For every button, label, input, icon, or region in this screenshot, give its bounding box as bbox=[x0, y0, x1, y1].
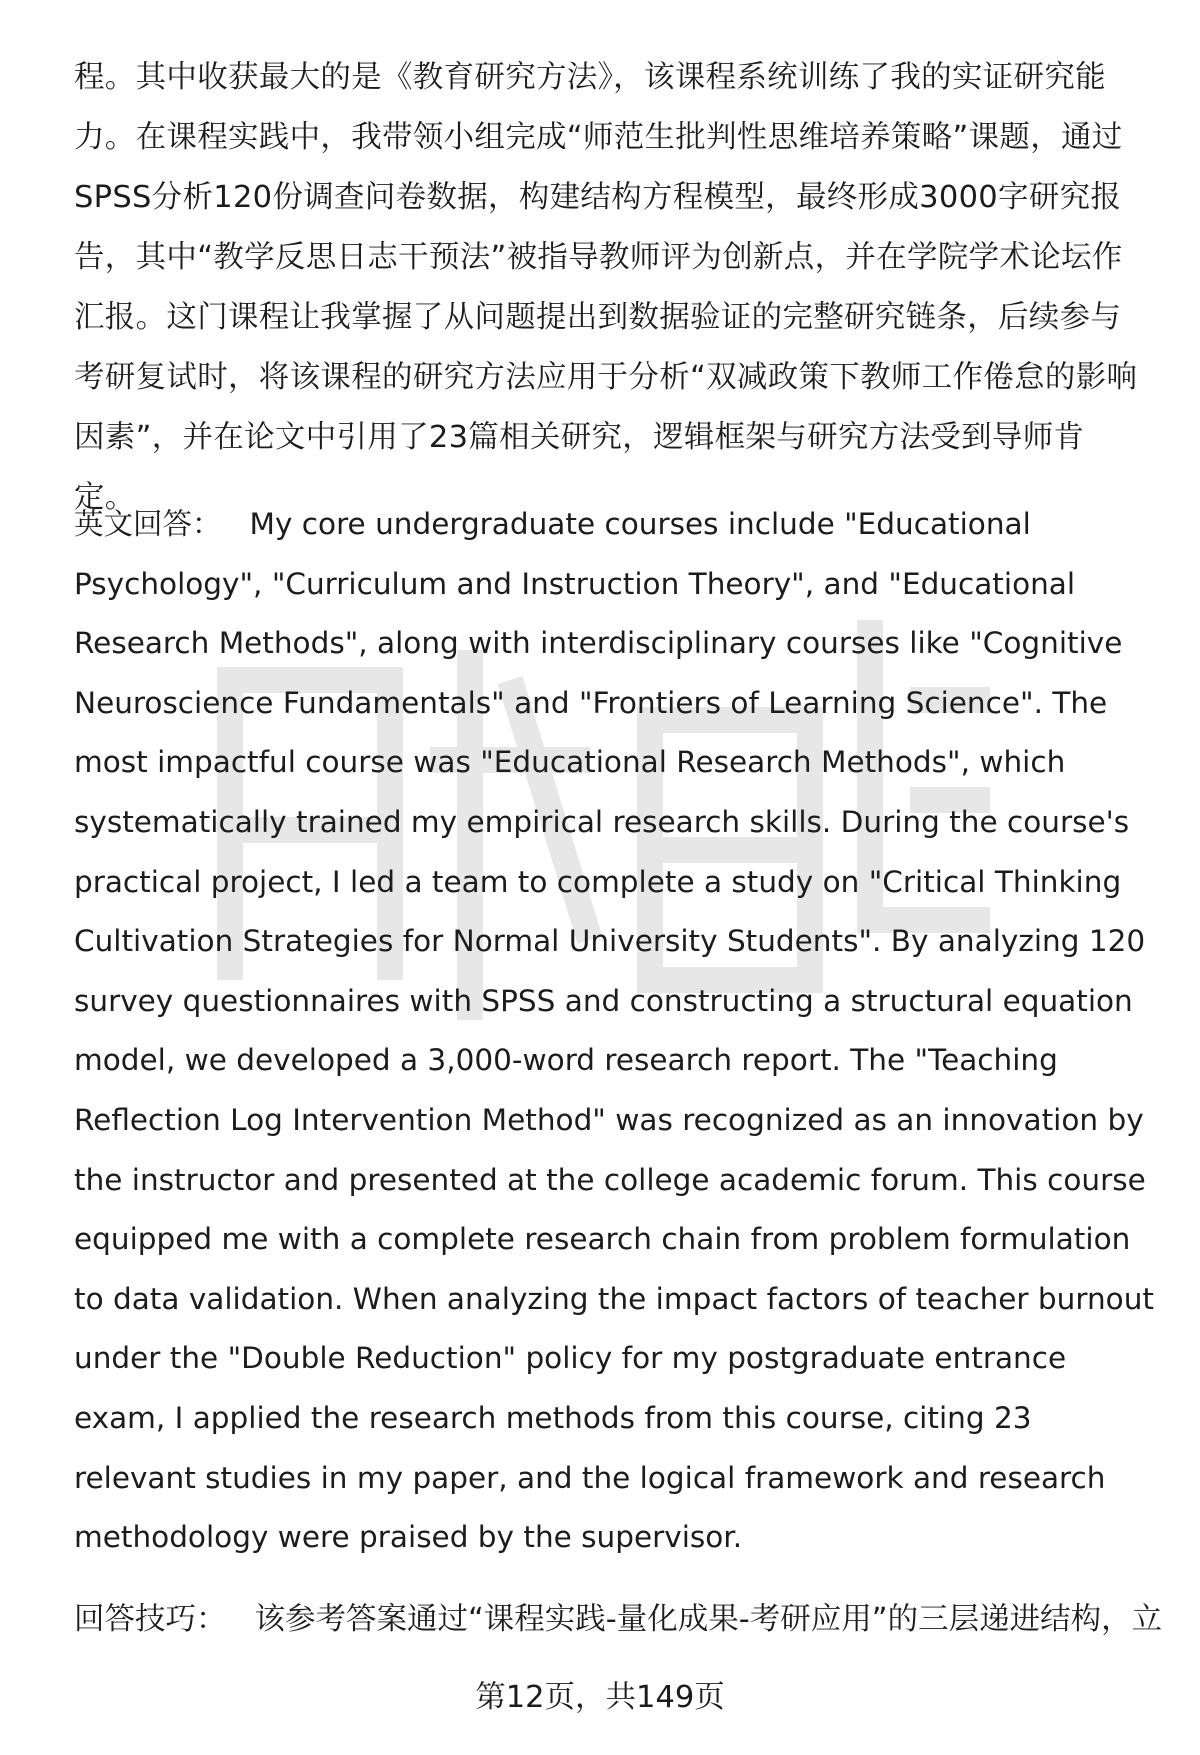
english-answer-label: 英文回答： bbox=[74, 507, 222, 541]
answer-tips-paragraph bbox=[74, 1590, 1164, 1650]
answer-tips-text: 该参考答案通过“课程实践-量化成果-考研应用”的三层递进结构，立 bbox=[254, 1602, 1163, 1637]
english-answer-text: My core undergraduate courses include "Educational Psychology", "Curriculum and Instruction Theory", and "Educational Research Methods", along with interdisciplinary courses like "Cognitive Neuroscience Fundamentals" and "Frontiers of Learning Science". The most impactful course was "Educational Research Methods", which systematically trained my empirical research skills. During the course's practical project, I led a team to complete a study on "Critical Thinking Cultivation Strategies for Normal University Students". By analyzing 120 survey questionnaires with SPSS and constructing a structural equation model, we developed a 3,000-word research report. The "Teaching Reflection Log Intervention Method" was recognized as an innovation by the instructor and presented at the college academic forum. This course equipped me with a complete research chain from problem formulation to data validation. When analyzing the impact factors of teacher burnout under the "Double Reduction" policy for my postgraduate entrance exam, I applied the research methods from this course, citing 23 relevant studies in my paper, and the logical framework and research methodology were praised by the supervisor. bbox=[74, 507, 1154, 1555]
chinese-answer-paragraph: 程。其中收获最大的是《教育研究方法》，该课程系统训练了我的实证研究能力。在课程实践中，我带领小组完成“师范生批判性思维培养策略”课题，通过SPSS分析120份调查问卷数据，构建结构方程模型，最终形成3000字研究报告，其中“教学反思日志干预法”被指导教师评为创新点，并在学院学术论坛作汇报。这门课程让我掌握了从问题提出到数据验证的完整研究链条，后续参与考研复试时，将该课程的研究方法应用于分析“双减政策下教师工作倦怠的影响因素”，并在论文中引用了23篇相关研究，逻辑框架与研究方法受到导师肯定。 bbox=[74, 60, 1138, 515]
english-answer-paragraph bbox=[74, 495, 1154, 1568]
answer-tips-label: 回答技巧： bbox=[74, 1602, 227, 1637]
page-number-footer: 第12页，共149页 bbox=[475, 1680, 725, 1715]
